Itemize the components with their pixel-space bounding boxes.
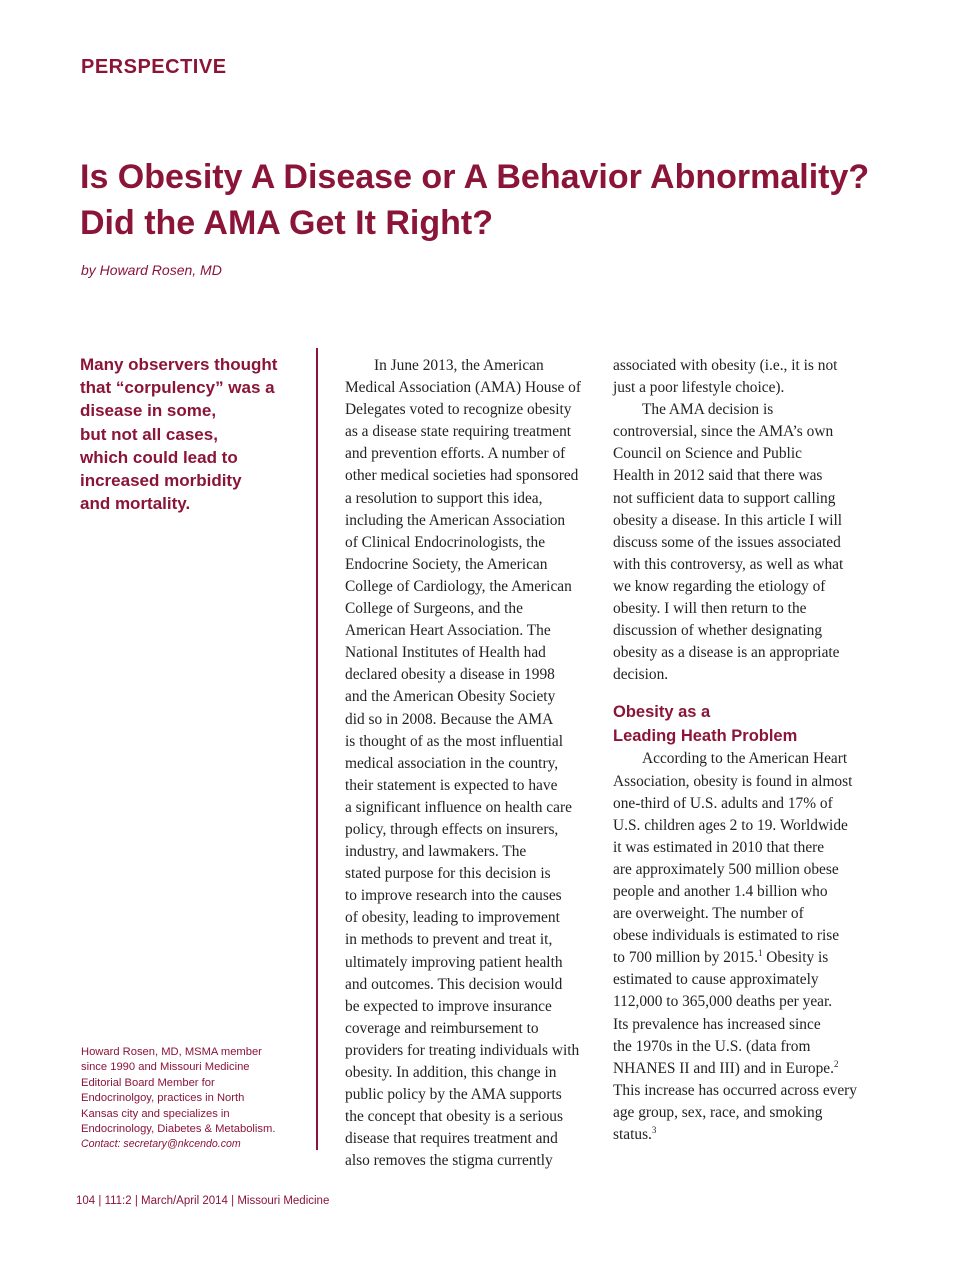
body-line: 112,000 to 365,000 deaths per year. xyxy=(613,993,833,1011)
author-bio-line: Howard Rosen, MD, MSMA member xyxy=(81,1046,262,1058)
body-line: just a poor lifestyle choice). xyxy=(613,379,785,397)
section-heading-line-2: Leading Heath Problem xyxy=(613,727,798,746)
body-line: the concept that obesity is a serious xyxy=(345,1108,563,1126)
pull-quote-line: and mortality. xyxy=(80,494,191,514)
body-line: medical association in the country, xyxy=(345,754,559,772)
pull-quote-line: Many observers thought xyxy=(80,355,278,374)
body-line: people and another 1.4 billion who xyxy=(613,882,828,900)
body-line: are overweight. The number of xyxy=(613,905,804,923)
body-line: their statement is expected to have xyxy=(345,776,558,794)
body-line: age group, sex, race, and smoking xyxy=(613,1103,823,1121)
article-title xyxy=(80,154,920,246)
body-line: did so in 2008. Because the AMA xyxy=(345,710,554,728)
body-text: Obesity is xyxy=(762,949,829,967)
body-line: College of Cardiology, the American xyxy=(345,577,572,595)
pull-quote-line: disease in some, xyxy=(80,401,217,421)
body-line: not sufficient data to support calling xyxy=(613,489,836,507)
body-line: According to the American Heart xyxy=(642,750,848,768)
body-line: discuss some of the issues associated xyxy=(613,533,841,551)
body-line: policy, through effects on insurers, xyxy=(345,820,559,838)
body-line: it was estimated in 2010 that there xyxy=(613,838,825,856)
body-line: a significant influence on health care xyxy=(345,798,572,816)
citation-1: 1 xyxy=(757,948,763,959)
body-line: estimated to cause approximately xyxy=(613,971,819,989)
body-line: a resolution to support this idea, xyxy=(345,489,543,507)
body-line: and outcomes. This decision would xyxy=(345,975,563,993)
body-line: of obesity, leading to improvement xyxy=(345,909,560,927)
body-line: Association, obesity is found in almost xyxy=(613,772,853,790)
body-line: disease that requires treatment and xyxy=(345,1130,558,1148)
body-line xyxy=(613,947,868,969)
body-text: NHANES II and III) and in Europe. xyxy=(613,1059,834,1077)
body-line: providers for treating individuals with xyxy=(345,1041,580,1059)
body-line: Endocrine Society, the American xyxy=(345,555,548,573)
title-line-2: Did the AMA Get It Right? xyxy=(80,204,493,242)
body-line: with this controversy, as well as what xyxy=(613,555,844,573)
body-line xyxy=(613,1058,868,1080)
body-line: American Heart Association. The xyxy=(345,622,551,640)
body-line: Council on Science and Public xyxy=(613,445,802,463)
body-line: obesity. In addition, this change in xyxy=(345,1064,557,1081)
body-line: coverage and reimbursement to xyxy=(345,1019,539,1037)
author-bio xyxy=(81,1045,311,1153)
author-contact: Contact: secretary@nkcendo.com xyxy=(81,1138,241,1151)
citation-3: 3 xyxy=(651,1125,657,1135)
body-line xyxy=(613,1124,868,1146)
body-line: and the American Obesity Society xyxy=(345,688,556,706)
body-line: we know regarding the etiology of xyxy=(613,577,826,595)
body-line: In June 2013, the American xyxy=(374,357,544,374)
section-heading xyxy=(613,700,868,748)
body-line: other medical societies had sponsored xyxy=(345,467,579,485)
body-line: be expected to improve insurance xyxy=(345,997,552,1015)
body-line: in methods to prevent and treat it, xyxy=(345,931,553,949)
author-bio-line: Kansas city and specializes in xyxy=(81,1107,230,1120)
body-line: one-third of U.S. adults and 17% of xyxy=(613,794,833,812)
body-line: The AMA decision is xyxy=(642,401,774,419)
body-line: College of Surgeons, and the xyxy=(345,600,523,618)
body-column-3 xyxy=(613,355,868,1146)
section-label: PERSPECTIVE xyxy=(81,56,227,78)
body-line: Medical Association (AMA) House of xyxy=(345,379,581,397)
column-divider xyxy=(316,348,318,1150)
body-line: of Clinical Endocrinologists, the xyxy=(345,533,546,551)
body-line: and prevention efforts. A number of xyxy=(345,445,566,463)
body-line: public policy by the AMA supports xyxy=(345,1086,562,1104)
body-line: Its prevalence has increased since xyxy=(613,1015,821,1033)
pull-quote-line: which could lead to xyxy=(80,447,238,467)
body-column-2 xyxy=(345,355,590,1172)
body-line: obesity. I will then return to the xyxy=(613,600,807,618)
body-line: discussion of whether designating xyxy=(613,622,823,640)
body-line: U.S. children ages 2 to 19. Worldwide xyxy=(613,816,848,834)
body-line: to improve research into the causes xyxy=(345,887,562,905)
pull-quote-line: that “corpulency” was a xyxy=(80,378,275,398)
byline: by Howard Rosen, MD xyxy=(81,262,222,278)
body-line: decision. xyxy=(613,666,669,684)
section-heading-line-1: Obesity as a xyxy=(613,703,711,722)
body-line: associated with obesity (i.e., it is not xyxy=(613,357,838,374)
body-line: including the American Association xyxy=(345,511,566,529)
body-line: are approximately 500 million obese xyxy=(613,860,839,878)
body-line: Delegates voted to recognize obesity xyxy=(345,401,572,419)
body-line: Health in 2012 said that there was xyxy=(613,467,823,485)
body-line: also removes the stigma currently xyxy=(345,1152,553,1170)
author-bio-line: since 1990 and Missouri Medicine xyxy=(81,1061,250,1074)
title-line-1: Is Obesity A Disease or A Behavior Abnormality? xyxy=(80,158,870,196)
body-line: This increase has occurred across every xyxy=(613,1081,857,1099)
body-line: obese individuals is estimated to rise xyxy=(613,927,840,945)
body-line: obesity a disease. In this article I will xyxy=(613,511,843,529)
pull-quote-line: increased morbidity xyxy=(80,471,242,491)
author-bio-line: Endocrinolgoy, practices in North xyxy=(81,1092,245,1105)
body-text: status. xyxy=(613,1126,652,1143)
body-line: obesity as a disease is an appropriate xyxy=(613,644,840,662)
body-line: is thought of as the most influential xyxy=(345,732,564,750)
body-line: as a disease state requiring treatment xyxy=(345,423,572,441)
pull-quote xyxy=(80,353,310,515)
author-bio-line: Editorial Board Member for xyxy=(81,1076,215,1089)
pull-quote-line: but not all cases, xyxy=(80,424,218,444)
body-line: the 1970s in the U.S. (data from xyxy=(613,1037,811,1055)
citation-2: 2 xyxy=(833,1058,839,1069)
body-line: National Institutes of Health had xyxy=(345,644,546,662)
body-line: industry, and lawmakers. The xyxy=(345,843,527,861)
body-text: to 700 million by 2015. xyxy=(613,949,758,967)
page-footer: 104 | 111:2 | March/April 2014 | Missouri Medicine xyxy=(76,1195,330,1207)
body-line: controversial, since the AMA’s own xyxy=(613,423,834,441)
body-line: declared obesity a disease in 1998 xyxy=(345,666,555,684)
body-line: ultimately improving patient health xyxy=(345,953,563,971)
body-line: stated purpose for this decision is xyxy=(345,865,551,883)
author-bio-line: Endocrinology, Diabetes & Metabolism. xyxy=(81,1123,276,1136)
